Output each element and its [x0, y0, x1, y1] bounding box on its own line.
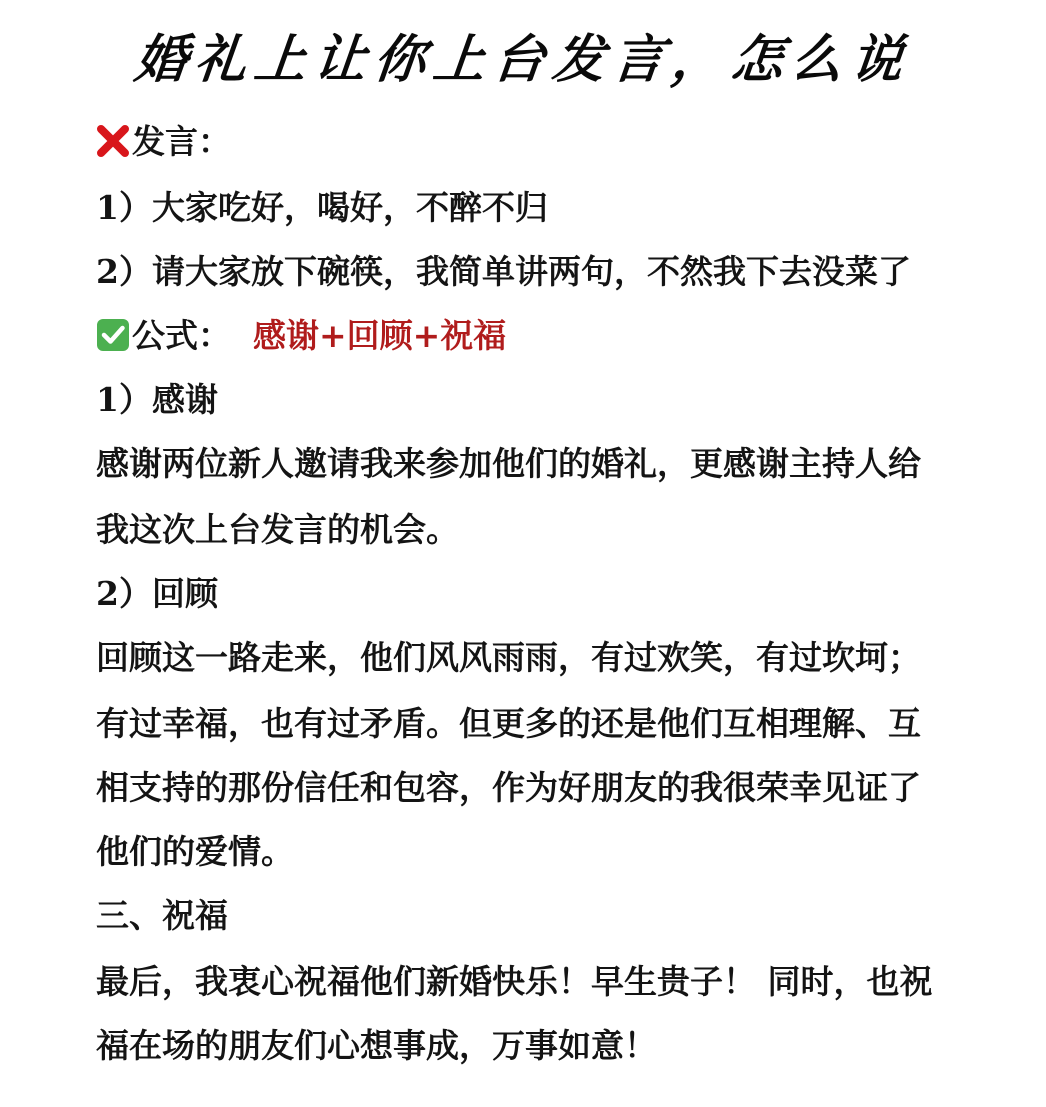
part-heading-blessing: 三、祝福 — [96, 896, 228, 935]
part-text-line: 福在场的朋友们心想事成，万事如意！ — [96, 1026, 657, 1065]
formula-text: 感谢+回顾+祝福 — [253, 316, 507, 355]
part-text-line: 相支持的那份信任和包容，作为好朋友的我很荣幸见证了 — [96, 768, 921, 807]
wrong-heading-row — [96, 120, 231, 164]
page-title: 婚礼上让你上台发言，怎么说 — [132, 30, 914, 90]
formula-heading: 公式： — [132, 316, 231, 355]
cross-mark-icon — [96, 124, 130, 158]
part-heading-thanks: 1）感谢 — [96, 380, 218, 419]
wrong-item-2: 2）请大家放下碗筷，我简单讲两句，不然我下去没菜了 — [96, 252, 911, 291]
part-text-line: 最后，我衷心祝福他们新婚快乐！早生贵子！ 同时，也祝 — [96, 962, 933, 1001]
part-text-line: 他们的爱情。 — [96, 832, 294, 871]
part-text-line: 感谢两位新人邀请我来参加他们的婚礼，更感谢主持人给 — [96, 444, 921, 483]
check-mark-icon — [96, 318, 130, 352]
wrong-item-1: 1）大家吃好，喝好，不醉不归 — [96, 188, 548, 227]
part-text-line: 回顾这一路走来，他们风风雨雨，有过欢笑，有过坎坷； — [96, 638, 921, 677]
wrong-heading: 发言： — [132, 122, 231, 161]
formula-row — [96, 314, 506, 358]
part-text-line: 我这次上台发言的机会。 — [96, 510, 459, 549]
part-text-line: 有过幸福，也有过矛盾。但更多的还是他们互相理解、互 — [96, 704, 921, 743]
part-heading-review: 2）回顾 — [96, 574, 218, 613]
